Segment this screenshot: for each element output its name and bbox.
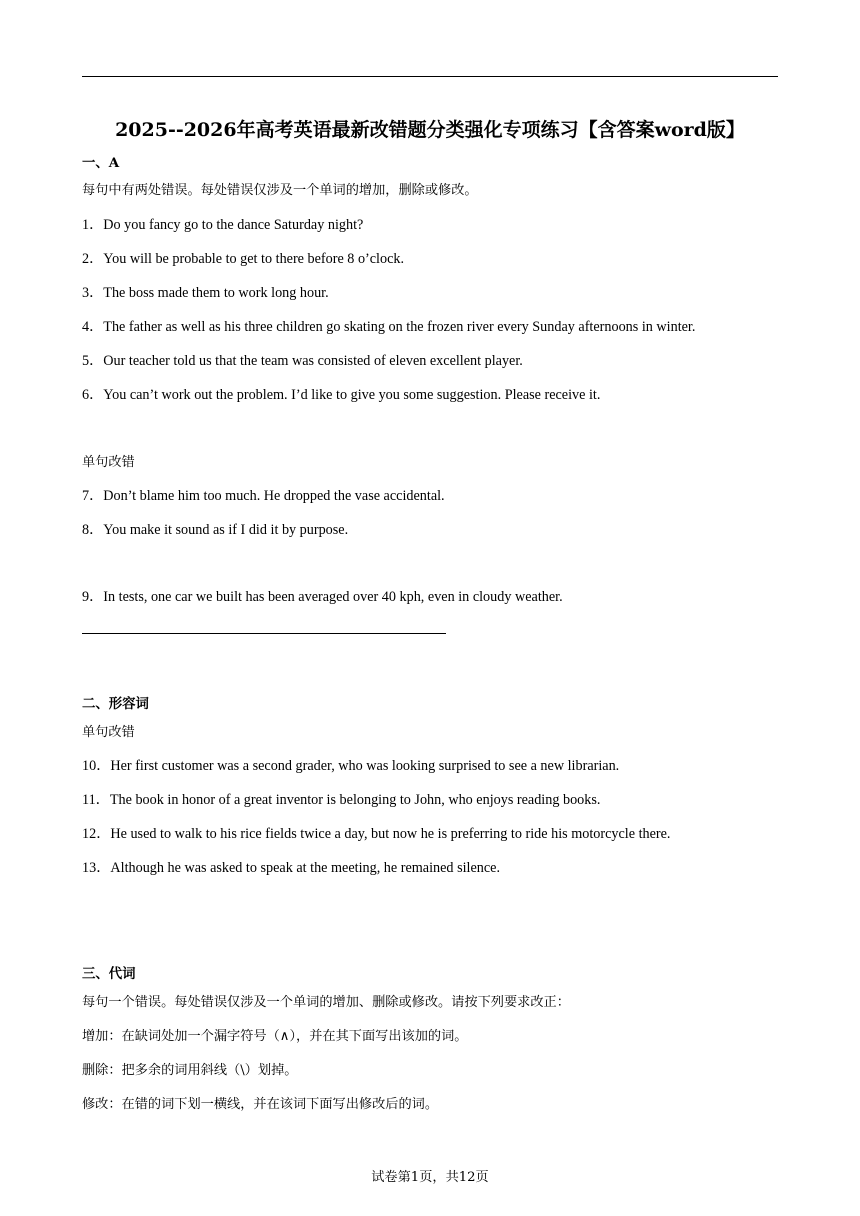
section2-heading: 二、形容词 [82, 696, 149, 712]
question-5: 5．Our teacher told us that the team was consisted of eleven excellent player. [82, 353, 523, 369]
question-7: 7．Don’t blame him too much. He dropped the vase accidental. [82, 488, 445, 504]
question-2: 2．You will be probable to get to there before 8 o’clock. [82, 251, 405, 267]
section3-instruction: 每句一个错误。每处错误仅涉及一个单词的增加、删除或修改。请按下列要求改正： [82, 995, 570, 1010]
question-1: 1．Do you fancy go to the dance Saturday night? [82, 217, 364, 233]
question-4: 4．The father as well as his three children go skating on the frozen river every Sunday afternoons in winter. [82, 319, 696, 335]
question-13: 13．Although he was asked to speak at the meeting, he remained silence. [82, 860, 501, 876]
page-footer: 试卷第1页，共12页 [371, 1170, 489, 1185]
section1-subheading: 单句改错 [82, 455, 135, 470]
section3-rule-add: 增加：在缺词处加一个漏字符号（∧），并在其下面写出该加的词。 [82, 1029, 468, 1044]
header-rule [82, 76, 778, 77]
section3-heading: 三、代词 [82, 966, 136, 982]
section2-subheading: 单句改错 [82, 725, 135, 740]
answer-line [82, 633, 446, 634]
question-6: 6．You can’t work out the problem. I’d like to give you some suggestion. Please receive it. [82, 387, 601, 403]
section1-heading: 一、A [82, 155, 120, 171]
section3-rule-modify: 修改：在错的词下划一横线，并在该词下面写出修改后的词。 [82, 1097, 439, 1112]
question-10: 10．Her first customer was a second grader, who was looking surprised to see a new librarian. [82, 758, 620, 774]
question-9: 9．In tests, one car we built has been averaged over 40 kph, even in cloudy weather. [82, 589, 563, 605]
question-12: 12．He used to walk to his rice fields twice a day, but now he is preferring to ride his motorcycle there. [82, 826, 671, 842]
document-title: 2025--2026年高考英语最新改错题分类强化专项练习【含答案word版】 [115, 119, 745, 141]
question-8: 8．You make it sound as if I did it by purpose. [82, 522, 349, 538]
question-3: 3．The boss made them to work long hour. [82, 285, 329, 301]
section3-rule-delete: 删除：把多余的词用斜线（\）划掉。 [82, 1063, 298, 1078]
section1-instruction: 每句中有两处错误。每处错误仅涉及一个单词的增加，删除或修改。 [82, 183, 478, 198]
question-11: 11．The book in honor of a great inventor is belonging to John, who enjoys reading books. [82, 792, 601, 808]
